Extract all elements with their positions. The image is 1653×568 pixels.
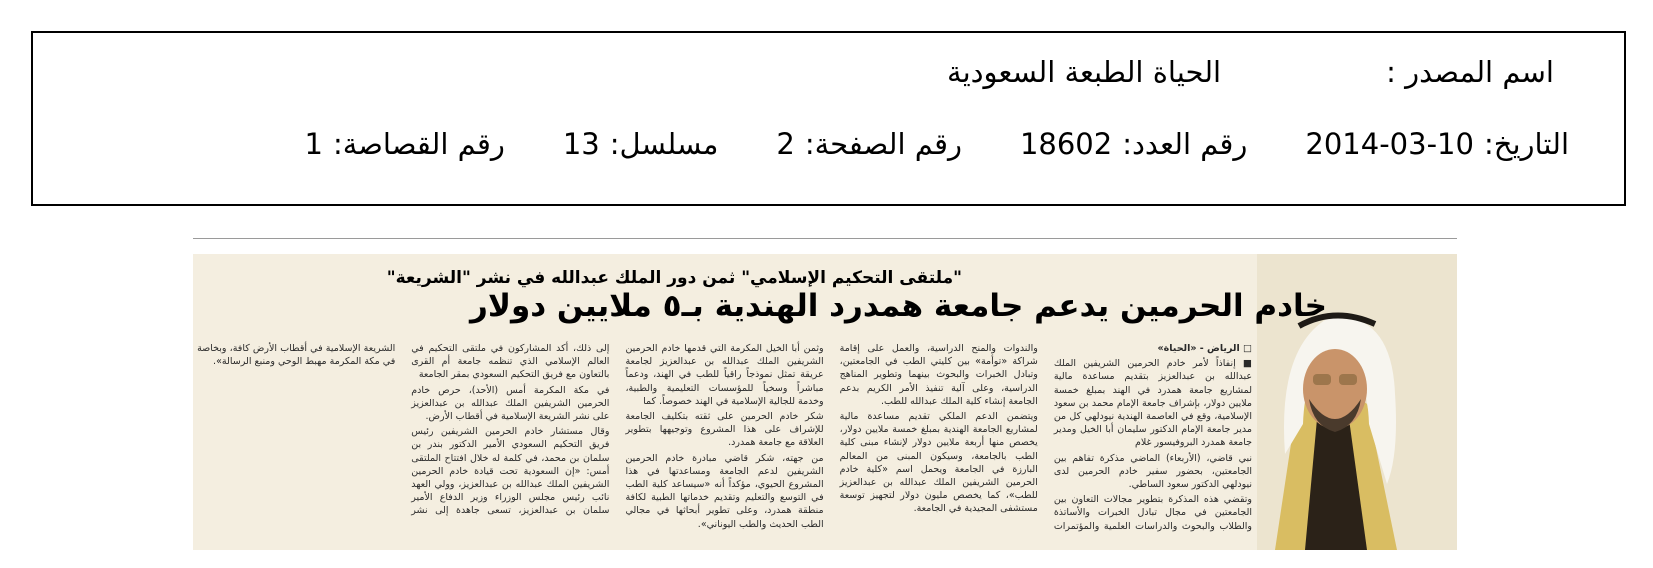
paragraph: وثمن أبا الخيل المكرمة التي قدمها خادم الحرمين الشريفين الملك عبدالله بن عبدالعزيز لجامعة عريقة تمثل نموذجاً راقياً للطب في الهند، ودعماً مباشراً وسخياً للمؤسسات التعليمية والطبية، وخدمة للجالية الإسلامية في الهند خصوصاً. كما	[625, 343, 824, 407]
article-overline: "ملتقى التحكيم الإسلامي" ثمن دور الملك عبدالله في نشر "الشريعة"	[386, 268, 962, 288]
article-headline: خادم الحرمين يدعم جامعة همدرد الهندية بـ٥ ملايين دولار	[470, 288, 1327, 324]
article-body	[197, 342, 1252, 542]
source-info-box	[31, 31, 1626, 206]
clipping-value: 1	[304, 127, 323, 161]
page-label: رقم الصفحة:	[804, 127, 962, 161]
serial-field	[563, 127, 719, 161]
source-row	[947, 55, 1554, 89]
source-value: الحياة الطبعة السعودية	[947, 55, 1222, 89]
paragraph: ويتضمن الدعم الملكي تقديم مساعدة مالية لمشاريع الجامعة الهندية بمبلغ خمسة ملايين دولار، يخصص منها أربعة ملايين دولار لإنشاء مبنى كلية الطب بالجامعة، وسيكون المبنى من المعالم البارزة في الجامعة ويحمل اسم «كلية خادم الحرمين الشريفين الملك عبدالله بن عبدالعزيز للطب»، كما يخصص مليون دولار لتجهيز توسعة مستشفى المجيدية في الجامعة.	[839, 411, 1038, 515]
date-value: 2014-03-10	[1305, 127, 1474, 161]
clipping-label: رقم القصاصة:	[332, 127, 505, 161]
date-label: التاريخ:	[1483, 127, 1569, 161]
source-label: اسم المصدر :	[1386, 55, 1554, 89]
paragraph: نبي قاضي، (الأربعاء) الماضي مذكرة تفاهم بين الجامعتين، بحضور سفير خادم الحرمين لدى نيودلهي الدكتور سعود الساطي.	[1053, 452, 1252, 491]
paragraph: ■ إنفاذاً لأمر خادم الحرمين الشريفين الملك عبدالله بن عبدالعزيز بتقديم مساعدة مالية لمشاريع جامعة همدرد في الهند بمبلغ خمسة ملايين دولار، بإشراف جامعة الإمام محمد بن سعود الإسلامية، وقع في العاصمة الهندية نيودلهي كل من مدير جامعة الإمام الدكتور سليمان أبا الخيل ومدير جامعة همدرد البروفيسور غلام	[1053, 358, 1252, 449]
source-value-field	[947, 55, 1221, 89]
source-field	[1376, 55, 1554, 89]
paragraph: في مكة المكرمة أمس (الأحد)، حرص خادم الحرمين الشريفين الملك عبدالله بن عبدالعزيز على نشر الشريعة الإسلامية في أقطاب الأرض.	[411, 384, 610, 423]
page-field	[776, 127, 962, 161]
date-field	[1305, 127, 1569, 161]
clipping-field	[305, 127, 505, 161]
issue-value: 18602	[1019, 127, 1113, 161]
serial-value: 13	[562, 127, 600, 161]
paragraph: إلى ذلك، أكد المشاركون في ملتقى التحكيم في العالم الإسلامي الذي تنظمه جامعة أم القرى بالتعاون مع فريق التحكيم السعودي بمقر الجامعة	[411, 343, 610, 381]
paragraph: شكر خادم الحرمين على ثقته بتكليف الجامعة للإشراف على هذا المشروع وتوجيهها بتطوير العلاقة مع جامعة همدرد.	[625, 411, 824, 449]
page-value: 2	[776, 127, 795, 161]
serial-label: مسلسل:	[609, 127, 719, 161]
issue-label: رقم العدد:	[1122, 127, 1248, 161]
separator-line	[193, 238, 1457, 239]
newspaper-clipping	[193, 254, 1457, 550]
paragraph: من جهته، شكر قاضي مبادرة خادم الحرمين الشريفين لدعم الجامعة ومساعدتها في هذا المشروع الحيوي، مؤكداً أنه «سيساعد كلية الطب في التوسع والتعليم وتقديم خدماتها الطبية لكافة منطقة همدرد، وعلى تطوير أبحاثها في مجالي الطب الحديث والطب اليوناني».	[625, 452, 824, 530]
paragraph: وقال مستشار خادم الحرمين الشريفين رئيس فريق التحكيم السعودي الأمير الدكتور بندر بن سلمان بن محمد، في كلمة له خلال افتتاح الملتقى أمس: «إن السعودية تحت قيادة خادم الحرمين الشريفين الملك عبدالله بن عبدالعزيز، وولي العهد نائب رئيس مجلس الوزراء وزير الدفاع الأمير سلمان بن عبدالعزيز، تسعى جاهدة إلى نشر الشريعة الإسلامية في أقطاب الأرض كافة، وبخاصة في مكة المكرمة مهبط الوحي ومنبع الرسالة».	[197, 343, 610, 517]
meta-row	[305, 127, 1570, 161]
paragraph: وتقضي هذه المذكرة بتطوير مجالات التعاون بين الجامعتين في مجال تبادل الخبرات والأساتذة والطلاب والبحوث والدراسات العلمية والمؤتمرات والندوات والمنح الدراسية، والعمل على إقامة شراكة «توأمة» بين كليتي الطب في الجامعتين، وتبادل الخبرات والبحوث بينهما وتطوير المناهج الدراسية، وعلى آلية تنفيذ الأمر الكريم بدعم الجامعة إنشاء كلية الملك عبدالله للطب.	[839, 343, 1252, 532]
issue-field	[1020, 127, 1247, 161]
article-dateline: □ الرياض - «الحياة»	[1157, 343, 1252, 354]
